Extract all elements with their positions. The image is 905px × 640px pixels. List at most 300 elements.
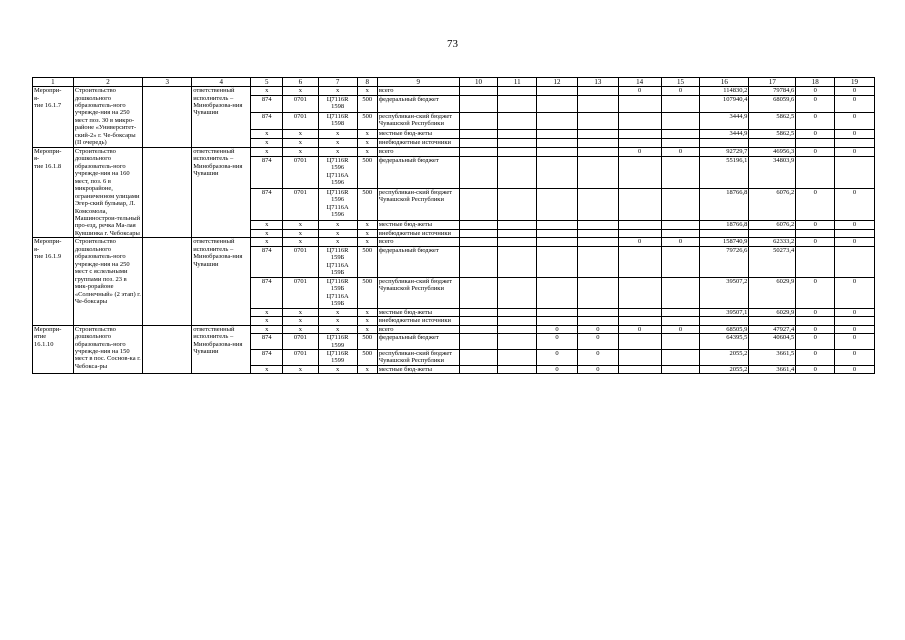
cell-col-9: внебюджетные источники	[377, 138, 459, 147]
cell-col-17: 50273,4	[749, 246, 796, 277]
measure-name: Меропри- я- тие 16.1.8	[33, 147, 74, 238]
cell-col-19: 0	[835, 87, 875, 96]
cell-col-15	[661, 277, 700, 308]
cell-col-9: всего	[377, 147, 459, 156]
column-number: 15	[661, 78, 700, 87]
cell-col-7: x	[318, 220, 357, 229]
cell-col-19: 0	[835, 220, 875, 229]
cell-col-5: 874	[251, 277, 283, 308]
cell-col-10	[459, 147, 498, 156]
cell-col-19	[835, 229, 875, 238]
column-number: 9	[377, 78, 459, 87]
executor-name: ответственный исполнитель – Минобразова-ния Чувашии	[192, 238, 251, 325]
cell-col-6: x	[283, 308, 319, 316]
cell-col-9: федеральный бюджет	[377, 246, 459, 277]
cell-col-7: x	[318, 147, 357, 156]
cell-col-12	[537, 277, 578, 308]
cell-col-6: x	[283, 365, 319, 373]
cell-col-6: 0701	[283, 156, 319, 188]
cell-col-5: x	[251, 87, 283, 96]
cell-col-19	[835, 246, 875, 277]
table-row	[33, 325, 875, 333]
cell-col-9: федеральный бюджет	[377, 156, 459, 188]
cell-col-8: x	[357, 308, 377, 316]
column-number: 19	[835, 78, 875, 87]
cell-col-13	[577, 277, 618, 308]
cell-col-14	[618, 220, 661, 229]
cell-col-12	[537, 147, 578, 156]
cell-col-9: республикан-ский бюджет Чувашской Республики	[377, 349, 459, 365]
cell-col-17: 5862,5	[749, 129, 796, 138]
cell-col-10	[459, 138, 498, 147]
cell-col-15	[661, 156, 700, 188]
cell-col-13	[577, 308, 618, 316]
executor-name: ответственный исполнитель – Минобразова-ния Чувашии	[192, 325, 251, 374]
cell-col-17: 40604,5	[749, 334, 796, 350]
cell-col-14: 0	[618, 147, 661, 156]
cell-col-12: 0	[537, 349, 578, 365]
cell-col-5: 874	[251, 334, 283, 350]
cell-col-10	[459, 112, 498, 129]
column-3-cell	[143, 87, 192, 148]
cell-col-17: 6076,2	[749, 188, 796, 220]
cell-col-15	[661, 317, 700, 325]
cell-col-10	[459, 317, 498, 325]
cell-col-13	[577, 147, 618, 156]
cell-col-13	[577, 246, 618, 277]
cell-col-12	[537, 220, 578, 229]
cell-col-5: 874	[251, 246, 283, 277]
cell-col-14	[618, 138, 661, 147]
cell-col-12: 0	[537, 365, 578, 373]
cell-col-8: x	[357, 129, 377, 138]
cell-col-14	[618, 112, 661, 129]
cell-col-8: x	[357, 87, 377, 96]
cell-col-17: 3661,4	[749, 365, 796, 373]
executor-name: ответственный исполнитель – Минобразова-ния Чувашии	[192, 87, 251, 148]
cell-col-18: 0	[796, 220, 835, 229]
cell-col-19: 0	[835, 96, 875, 113]
cell-col-16	[700, 138, 749, 147]
cell-col-18	[796, 246, 835, 277]
cell-col-12	[537, 156, 578, 188]
cell-col-8: x	[357, 138, 377, 147]
column-3-cell	[143, 147, 192, 238]
cell-col-8: 500	[357, 246, 377, 277]
cell-col-17: 6076,2	[749, 220, 796, 229]
cell-col-14	[618, 188, 661, 220]
cell-col-7: Ц7116R 1598	[318, 96, 357, 113]
cell-col-16: 2055,2	[700, 349, 749, 365]
cell-col-16: 79726,6	[700, 246, 749, 277]
cell-col-15	[661, 138, 700, 147]
cell-col-10	[459, 220, 498, 229]
cell-col-19: 0	[835, 238, 875, 246]
cell-col-9: местные бюд-жеты	[377, 220, 459, 229]
cell-col-16	[700, 229, 749, 238]
cell-col-10	[459, 238, 498, 246]
cell-col-7: x	[318, 325, 357, 333]
cell-col-18: 0	[796, 112, 835, 129]
column-number: 2	[73, 78, 142, 87]
cell-col-6: x	[283, 220, 319, 229]
cell-col-6: x	[283, 317, 319, 325]
cell-col-10	[459, 246, 498, 277]
cell-col-7: Ц7116R 159Б Ц7116A 159Б	[318, 277, 357, 308]
cell-col-12	[537, 308, 578, 316]
column-number: 10	[459, 78, 498, 87]
cell-col-14	[618, 229, 661, 238]
cell-col-16: 64395,5	[700, 334, 749, 350]
cell-col-16: 55196,1	[700, 156, 749, 188]
cell-col-14	[618, 365, 661, 373]
cell-col-6: x	[283, 325, 319, 333]
cell-col-18: 0	[796, 334, 835, 350]
cell-col-15	[661, 96, 700, 113]
cell-col-11	[498, 147, 537, 156]
cell-col-15: 0	[661, 147, 700, 156]
cell-col-6: x	[283, 138, 319, 147]
cell-col-9: федеральный бюджет	[377, 96, 459, 113]
cell-col-10	[459, 334, 498, 350]
cell-col-19: 0	[835, 365, 875, 373]
cell-col-15: 0	[661, 325, 700, 333]
budget-table	[32, 77, 875, 374]
cell-col-11	[498, 220, 537, 229]
column-number: 11	[498, 78, 537, 87]
cell-col-6: x	[283, 87, 319, 96]
cell-col-5: x	[251, 308, 283, 316]
cell-col-13	[577, 112, 618, 129]
cell-col-9: всего	[377, 325, 459, 333]
cell-col-9: федеральный бюджет	[377, 334, 459, 350]
cell-col-16: 18766,8	[700, 220, 749, 229]
cell-col-11	[498, 96, 537, 113]
table-row	[33, 147, 875, 156]
cell-col-5: x	[251, 147, 283, 156]
cell-col-15	[661, 334, 700, 350]
page-number: 73	[447, 38, 458, 50]
column-number-row	[33, 78, 875, 87]
cell-col-11	[498, 334, 537, 350]
cell-col-16: 158740,9	[700, 238, 749, 246]
cell-col-9: всего	[377, 238, 459, 246]
cell-col-7: Ц7116R 1596 Ц7116A 1596	[318, 188, 357, 220]
cell-col-19: 0	[835, 129, 875, 138]
cell-col-15: 0	[661, 238, 700, 246]
cell-col-5: 874	[251, 112, 283, 129]
cell-col-8: x	[357, 325, 377, 333]
cell-col-8: 500	[357, 349, 377, 365]
cell-col-18: 0	[796, 96, 835, 113]
cell-col-9: всего	[377, 87, 459, 96]
cell-col-7: x	[318, 87, 357, 96]
cell-col-13	[577, 317, 618, 325]
cell-col-11	[498, 112, 537, 129]
cell-col-13: 0	[577, 365, 618, 373]
cell-col-18	[796, 156, 835, 188]
cell-col-18	[796, 317, 835, 325]
cell-col-11	[498, 277, 537, 308]
cell-col-16: 39507,1	[700, 308, 749, 316]
cell-col-8: 500	[357, 156, 377, 188]
cell-col-12: 0	[537, 334, 578, 350]
cell-col-14	[618, 308, 661, 316]
cell-col-9: местные бюд-жеты	[377, 365, 459, 373]
object-name: Строительство дошкольного образователь-ного учрежде-ния на 250 мест поз. 30 в микро-районе «Университет-ский-2» г. Че-боксары (II очередь)	[73, 87, 142, 148]
cell-col-17: 6029,9	[749, 277, 796, 308]
cell-col-7: Ц7116R 1599	[318, 334, 357, 350]
cell-col-11	[498, 129, 537, 138]
cell-col-14: 0	[618, 87, 661, 96]
cell-col-19: 0	[835, 308, 875, 316]
cell-col-8: x	[357, 317, 377, 325]
cell-col-18	[796, 229, 835, 238]
cell-col-13: 0	[577, 334, 618, 350]
cell-col-11	[498, 365, 537, 373]
cell-col-14	[618, 334, 661, 350]
cell-col-10	[459, 129, 498, 138]
cell-col-9: республикан-ский бюджет Чувашской Республики	[377, 112, 459, 129]
cell-col-11	[498, 138, 537, 147]
cell-col-15	[661, 229, 700, 238]
cell-col-8: x	[357, 365, 377, 373]
cell-col-18: 0	[796, 87, 835, 96]
column-number: 1	[33, 78, 74, 87]
cell-col-18: 0	[796, 188, 835, 220]
column-number: 8	[357, 78, 377, 87]
cell-col-19	[835, 138, 875, 147]
cell-col-15	[661, 112, 700, 129]
cell-col-12	[537, 112, 578, 129]
cell-col-14	[618, 349, 661, 365]
cell-col-6: x	[283, 129, 319, 138]
cell-col-5: x	[251, 325, 283, 333]
column-number: 12	[537, 78, 578, 87]
cell-col-12	[537, 229, 578, 238]
measure-name: Меропри- я- тие 16.1.9	[33, 238, 74, 325]
cell-col-11	[498, 156, 537, 188]
cell-col-8: 500	[357, 277, 377, 308]
cell-col-11	[498, 188, 537, 220]
cell-col-19	[835, 156, 875, 188]
cell-col-19: 0	[835, 349, 875, 365]
cell-col-5: x	[251, 220, 283, 229]
cell-col-6: 0701	[283, 334, 319, 350]
cell-col-14	[618, 96, 661, 113]
cell-col-15	[661, 308, 700, 316]
cell-col-14	[618, 246, 661, 277]
cell-col-18: 0	[796, 277, 835, 308]
column-number: 7	[318, 78, 357, 87]
object-name: Строительство дошкольного образователь-ного учрежде-ния на 150 мест в пос. Соснов-ка г. Чебокса-ры	[73, 325, 142, 374]
cell-col-17: 34803,9	[749, 156, 796, 188]
cell-col-12	[537, 317, 578, 325]
cell-col-7: x	[318, 129, 357, 138]
cell-col-18: 0	[796, 147, 835, 156]
column-number: 6	[283, 78, 319, 87]
cell-col-8: 500	[357, 96, 377, 113]
cell-col-6: 0701	[283, 349, 319, 365]
column-number: 4	[192, 78, 251, 87]
cell-col-16: 3444,9	[700, 129, 749, 138]
cell-col-8: x	[357, 220, 377, 229]
cell-col-8: 500	[357, 188, 377, 220]
cell-col-13	[577, 87, 618, 96]
cell-col-19: 0	[835, 334, 875, 350]
cell-col-12	[537, 96, 578, 113]
cell-col-9: внебюджетные источники	[377, 229, 459, 238]
cell-col-11	[498, 349, 537, 365]
measure-name: Меропри- я- тие 16.1.7	[33, 87, 74, 148]
cell-col-12	[537, 246, 578, 277]
column-number: 18	[796, 78, 835, 87]
cell-col-8: 500	[357, 112, 377, 129]
cell-col-6: 0701	[283, 246, 319, 277]
object-name: Строительство дошкольного образователь-ного учрежде-ния на 160 мест, поз. 6 в микрорайоне, ограниченном улицами Эгер-ский бульвар, Л. Комсомола, Машинострои-тельный про-езд, речка Ма-лая Кувшинка г. Чебоксары	[73, 147, 142, 238]
cell-col-16: 39507,2	[700, 277, 749, 308]
cell-col-17: 62333,2	[749, 238, 796, 246]
cell-col-18	[796, 138, 835, 147]
cell-col-10	[459, 229, 498, 238]
cell-col-14	[618, 317, 661, 325]
cell-col-12	[537, 138, 578, 147]
cell-col-8: x	[357, 238, 377, 246]
cell-col-10	[459, 156, 498, 188]
cell-col-11	[498, 317, 537, 325]
cell-col-11	[498, 246, 537, 277]
column-number: 14	[618, 78, 661, 87]
cell-col-6: x	[283, 229, 319, 238]
cell-col-15	[661, 365, 700, 373]
cell-col-19: 0	[835, 277, 875, 308]
cell-col-14	[618, 129, 661, 138]
cell-col-17	[749, 229, 796, 238]
column-number: 13	[577, 78, 618, 87]
cell-col-5: 874	[251, 349, 283, 365]
cell-col-18: 0	[796, 238, 835, 246]
cell-col-10	[459, 308, 498, 316]
cell-col-12	[537, 129, 578, 138]
cell-col-12: 0	[537, 325, 578, 333]
cell-col-5: x	[251, 129, 283, 138]
cell-col-15	[661, 129, 700, 138]
cell-col-10	[459, 96, 498, 113]
cell-col-5: x	[251, 317, 283, 325]
cell-col-15	[661, 246, 700, 277]
column-number: 16	[700, 78, 749, 87]
cell-col-11	[498, 87, 537, 96]
cell-col-17	[749, 317, 796, 325]
cell-col-17: 47927,4	[749, 325, 796, 333]
cell-col-13	[577, 96, 618, 113]
cell-col-5: 874	[251, 156, 283, 188]
cell-col-10	[459, 325, 498, 333]
cell-col-6: x	[283, 238, 319, 246]
cell-col-13	[577, 188, 618, 220]
cell-col-19: 0	[835, 147, 875, 156]
cell-col-13	[577, 138, 618, 147]
cell-col-9: местные бюд-жеты	[377, 129, 459, 138]
cell-col-9: внебюджетные источники	[377, 317, 459, 325]
cell-col-14	[618, 156, 661, 188]
cell-col-16: 92729,7	[700, 147, 749, 156]
cell-col-18: 0	[796, 349, 835, 365]
cell-col-7: x	[318, 238, 357, 246]
table-row	[33, 87, 875, 96]
cell-col-5: x	[251, 238, 283, 246]
cell-col-6: 0701	[283, 112, 319, 129]
cell-col-11	[498, 229, 537, 238]
cell-col-16: 114830,2	[700, 87, 749, 96]
cell-col-10	[459, 365, 498, 373]
cell-col-19: 0	[835, 325, 875, 333]
cell-col-18: 0	[796, 129, 835, 138]
cell-col-16	[700, 317, 749, 325]
cell-col-11	[498, 238, 537, 246]
cell-col-8: 500	[357, 334, 377, 350]
cell-col-8: x	[357, 147, 377, 156]
cell-col-16: 18766,8	[700, 188, 749, 220]
cell-col-17: 46956,3	[749, 147, 796, 156]
cell-col-17: 79784,6	[749, 87, 796, 96]
executor-name: ответственный исполнитель – Минобразова-ния Чувашии	[192, 147, 251, 238]
cell-col-5: x	[251, 365, 283, 373]
cell-col-14: 0	[618, 238, 661, 246]
cell-col-9: местные бюд-жеты	[377, 308, 459, 316]
cell-col-12	[537, 238, 578, 246]
cell-col-19	[835, 317, 875, 325]
cell-col-5: x	[251, 229, 283, 238]
object-name: Строительство дошкольного образователь-ного учрежде-ния на 250 мест с яслельными группами поз. 23 в мик-рорайоне «Солнечный» (2 этап) г. Че-боксары	[73, 238, 142, 325]
cell-col-9: республикан-ский бюджет Чувашской Республики	[377, 188, 459, 220]
cell-col-18: 0	[796, 365, 835, 373]
cell-col-11	[498, 325, 537, 333]
cell-col-9: республикан-ский бюджет Чувашской Республики	[377, 277, 459, 308]
column-3-cell	[143, 238, 192, 325]
cell-col-14	[618, 277, 661, 308]
cell-col-7: Ц7116R 1596 Ц7116A 1596	[318, 156, 357, 188]
cell-col-12	[537, 87, 578, 96]
cell-col-17: 68059,6	[749, 96, 796, 113]
cell-col-11	[498, 308, 537, 316]
cell-col-6: 0701	[283, 188, 319, 220]
cell-col-13	[577, 229, 618, 238]
cell-col-6: 0701	[283, 96, 319, 113]
cell-col-7: x	[318, 317, 357, 325]
cell-col-18: 0	[796, 325, 835, 333]
cell-col-17: 5862,5	[749, 112, 796, 129]
cell-col-7: x	[318, 365, 357, 373]
column-number: 3	[143, 78, 192, 87]
cell-col-13	[577, 129, 618, 138]
cell-col-16: 68505,9	[700, 325, 749, 333]
cell-col-5: 874	[251, 188, 283, 220]
cell-col-6: 0701	[283, 277, 319, 308]
cell-col-15: 0	[661, 87, 700, 96]
cell-col-5: 874	[251, 96, 283, 113]
cell-col-12	[537, 188, 578, 220]
table-body	[33, 78, 875, 374]
cell-col-19: 0	[835, 188, 875, 220]
cell-col-15	[661, 220, 700, 229]
cell-col-13	[577, 238, 618, 246]
cell-col-5: x	[251, 138, 283, 147]
cell-col-6: x	[283, 147, 319, 156]
cell-col-16: 2055,2	[700, 365, 749, 373]
column-number: 17	[749, 78, 796, 87]
cell-col-10	[459, 277, 498, 308]
